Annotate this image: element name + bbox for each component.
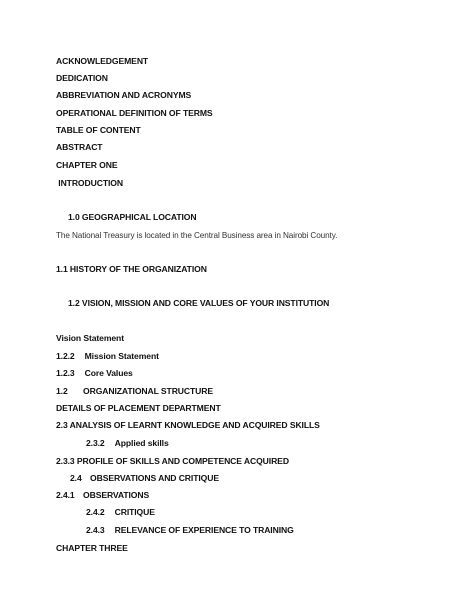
toc-number: 1.2 [56,386,68,396]
toc-title: CRITIQUE [114,507,155,517]
toc-entry-organizational-structure [56,386,213,397]
toc-entry-relevance [86,525,294,536]
heading-operational-definitions: OPERATIONAL DEFINITION OF TERMS [56,108,213,118]
heading-analysis-knowledge: 2.3 ANALYSIS OF LEARNT KNOWLEDGE AND ACQUIRED SKILLS [56,420,320,430]
toc-title: RELEVANCE OF EXPERIENCE TO TRAINING [114,525,294,535]
toc-entry-critique [86,507,155,518]
toc-number: 2.4.3 [86,525,105,535]
toc-entry-applied-skills [86,438,169,449]
heading-dedication: DEDICATION [56,73,108,83]
toc-entry-observations [56,490,149,501]
toc-title: Mission Statement [84,351,159,361]
heading-geographical-location: 1.0 GEOGRAPHICAL LOCATION [68,212,197,222]
toc-entry-core-values [56,368,133,379]
heading-acknowledgement: ACKNOWLEDGEMENT [56,56,149,66]
heading-vision-statement: Vision Statement [56,333,124,343]
toc-title: OBSERVATIONS [83,490,150,500]
heading-chapter-three: CHAPTER THREE [56,543,128,553]
toc-number: 2.4.2 [86,507,105,517]
heading-introduction: INTRODUCTION [56,178,123,188]
toc-entry-mission-statement [56,351,159,362]
toc-number: 2.3.2 [86,438,105,448]
heading-placement-department: DETAILS OF PLACEMENT DEPARTMENT [56,403,221,413]
heading-chapter-one: CHAPTER ONE [56,160,118,170]
toc-number: 2.4 [70,473,82,483]
heading-abbreviations: ABBREVIATION AND ACRONYMS [56,90,192,100]
toc-number: 2.4.1 [56,490,75,500]
toc-title: ORGANIZATIONAL STRUCTURE [83,386,214,396]
heading-profile-skills: 2.3.3 PROFILE OF SKILLS AND COMPETENCE ACQUIRED [56,456,289,466]
toc-entry-observations-critique [70,473,219,484]
toc-number: 1.2.2 [56,351,75,361]
heading-history: 1.1 HISTORY OF THE ORGANIZATION [56,264,207,274]
heading-vision-mission: 1.2 VISION, MISSION AND CORE VALUES OF YOUR INSTITUTION [68,298,330,308]
heading-abstract: ABSTRACT [56,142,103,152]
toc-number: 1.2.3 [56,368,75,378]
toc-title: OBSERVATIONS AND CRITIQUE [90,473,219,483]
heading-table-of-content: TABLE OF CONTENT [56,125,141,135]
body-text-location: The National Treasury is located in the Central Business area in Nairobi County. [56,231,338,240]
toc-title: Core Values [84,368,133,378]
toc-title: Applied skills [114,438,169,448]
